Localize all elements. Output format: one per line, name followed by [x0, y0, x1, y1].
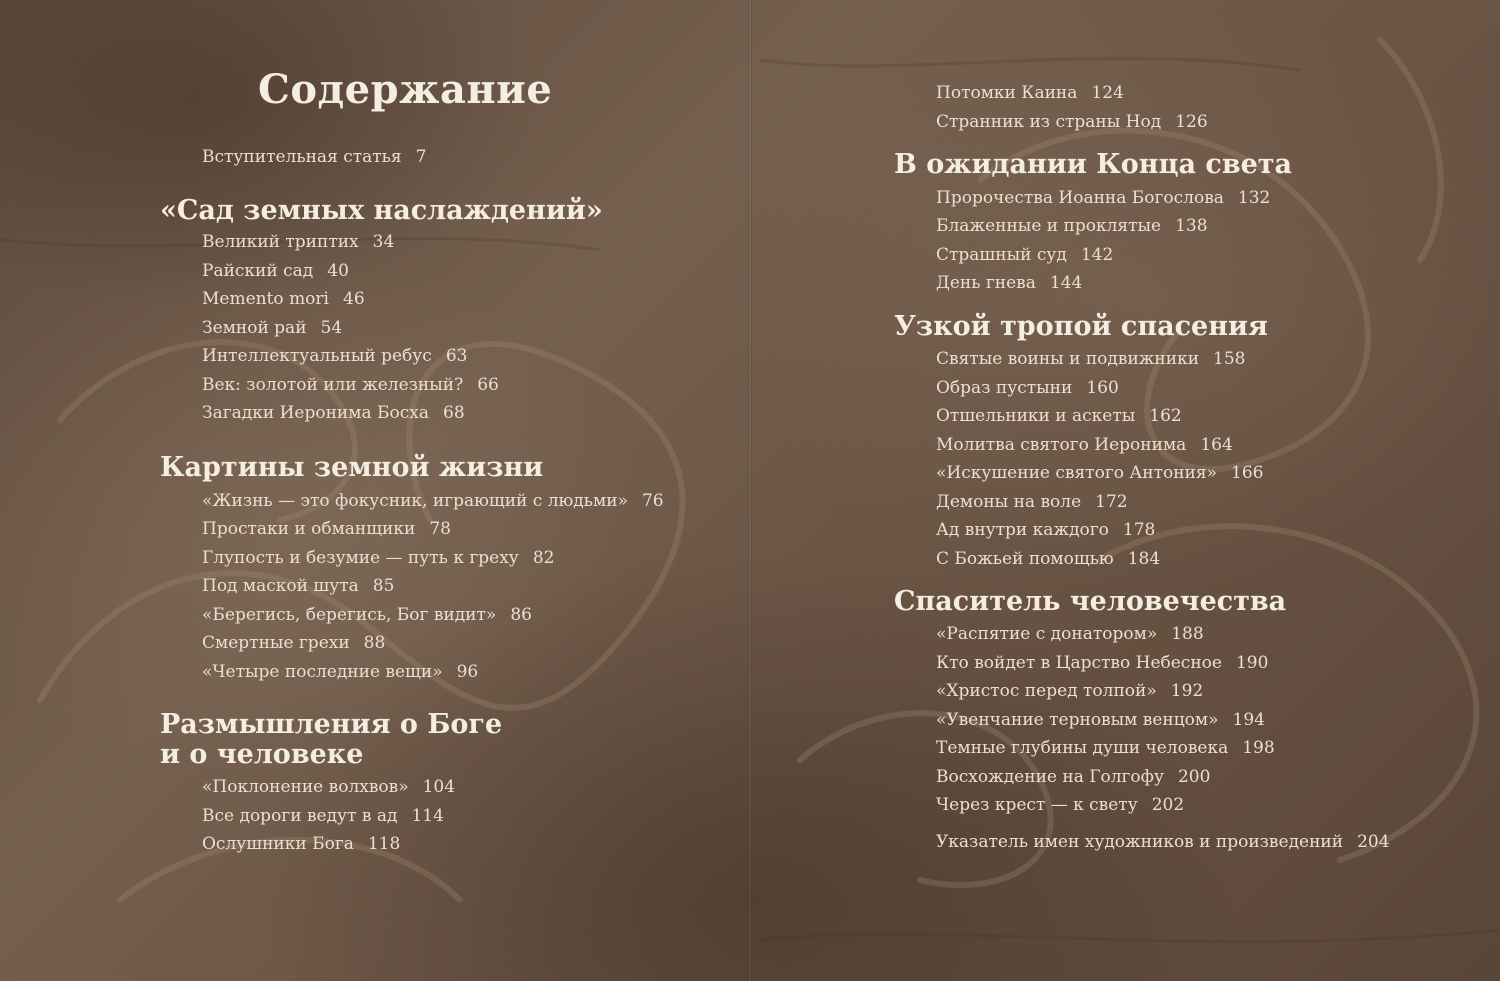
entry-page: 85 [372, 576, 395, 596]
entry-page: 166 [1231, 463, 1264, 483]
entry-label: Странник из страны Нод [936, 112, 1162, 132]
entry-page: 138 [1175, 216, 1208, 236]
page-fold [748, 0, 752, 981]
entry-label: «Распятие с донатором» [936, 624, 1158, 644]
entry-page: 204 [1357, 832, 1390, 852]
entry-page: 144 [1049, 273, 1083, 293]
entry-page: 78 [429, 519, 451, 539]
entry-page: 124 [1091, 83, 1124, 103]
toc-entry[interactable] [936, 681, 1203, 701]
entry-page: 142 [1080, 245, 1114, 265]
toc-entry[interactable] [936, 349, 1245, 369]
toc-entry[interactable] [202, 834, 400, 854]
toc-entry[interactable] [202, 491, 664, 511]
entry-page: 68 [443, 403, 465, 423]
toc-entry[interactable] [202, 777, 455, 797]
toc-entry-index[interactable] [936, 832, 1390, 852]
entry-page: 160 [1086, 378, 1119, 398]
toc-entry[interactable] [202, 605, 532, 625]
entry-label: Вступительная статья [202, 147, 402, 167]
toc-entry[interactable] [936, 710, 1265, 730]
entry-page: 202 [1151, 795, 1185, 815]
section-title: Картины земной жизни [160, 452, 544, 483]
entry-label: День гнева [936, 273, 1036, 293]
entry-label: Через крест — к свету [936, 795, 1138, 815]
entry-label: «Берегись, берегись, Бог видит» [202, 605, 497, 625]
toc-entry[interactable] [202, 548, 554, 568]
entry-page: 96 [456, 662, 479, 682]
section-title: «Сад земных наслаждений» [160, 195, 603, 226]
toc-entry[interactable] [202, 261, 349, 281]
entry-page: 192 [1170, 681, 1204, 701]
entry-label: Восхождение на Голгофу [936, 767, 1164, 787]
toc-entry[interactable] [202, 403, 465, 423]
entry-label: «Христос перед толпой» [936, 681, 1157, 701]
toc-entry[interactable] [936, 795, 1184, 815]
section-title: Узкой тропой спасения [894, 311, 1268, 342]
entry-label: Ослушники Бога [202, 834, 354, 854]
toc-entry[interactable] [202, 232, 394, 252]
entry-page: 7 [415, 147, 427, 167]
toc-entry[interactable] [936, 112, 1208, 132]
toc-entry[interactable] [202, 806, 444, 826]
entry-label: С Божьей помощью [936, 549, 1114, 569]
entry-page: 188 [1171, 624, 1204, 644]
entry-label: Простаки и обманщики [202, 519, 416, 539]
section-title: Размышления о Боге [160, 709, 503, 740]
entry-label: Образ пустыни [936, 378, 1073, 398]
entry-page: 132 [1237, 188, 1271, 208]
entry-label: Век: золотой или железный? [202, 375, 464, 395]
section-title-line2: и о человеке [160, 739, 364, 770]
toc-entry[interactable] [202, 576, 394, 596]
toc-entry[interactable] [936, 273, 1082, 293]
entry-label: Райский сад [202, 261, 314, 281]
entry-page: 82 [532, 548, 555, 568]
entry-label: Кто войдет в Царство Небесное [936, 653, 1222, 673]
toc-entry[interactable] [936, 549, 1160, 569]
toc-entry[interactable] [936, 188, 1270, 208]
entry-label: Великий триптих [202, 232, 359, 252]
entry-page: 162 [1149, 406, 1182, 426]
entry-label: Все дороги ведут в ад [202, 806, 398, 826]
entry-page: 172 [1095, 492, 1128, 512]
toc-entry[interactable] [936, 378, 1119, 398]
entry-label: Загадки Иеронима Босха [202, 403, 429, 423]
entry-page: 104 [422, 777, 456, 797]
entry-label: Memento mori [202, 289, 329, 309]
entry-page: 54 [320, 318, 343, 338]
entry-label: Земной рай [202, 318, 307, 338]
entry-page: 190 [1235, 653, 1269, 673]
entry-label: Отшельники и аскеты [936, 406, 1136, 426]
section-title: Спаситель человечества [894, 586, 1287, 617]
toc-entry[interactable] [936, 767, 1210, 787]
toc-entry[interactable] [936, 245, 1113, 265]
toc-entry[interactable] [936, 83, 1124, 103]
entry-label: Блаженные и проклятые [936, 216, 1162, 236]
toc-entry[interactable] [936, 463, 1263, 483]
toc-entry[interactable] [936, 492, 1128, 512]
entry-label: «Увенчание терновым венцом» [936, 710, 1219, 730]
entry-label: Страшный суд [936, 245, 1067, 265]
entry-page: 66 [477, 375, 499, 395]
toc-entry[interactable] [202, 519, 451, 539]
entry-page: 178 [1122, 520, 1156, 540]
entry-label: Под маской шута [202, 576, 359, 596]
entry-label: Потомки Каина [936, 83, 1078, 103]
entry-page: 40 [327, 261, 349, 281]
page-title: Содержание [258, 66, 553, 113]
entry-page: 34 [372, 232, 395, 252]
entry-page: 200 [1177, 767, 1211, 787]
toc-entry[interactable] [202, 375, 499, 395]
entry-label: Указатель имен художников и произведений [936, 832, 1344, 852]
entry-label: Ад внутри каждого [936, 520, 1109, 540]
entry-label: «Четыре последние вещи» [202, 662, 443, 682]
entry-label: Смертные грехи [202, 633, 350, 653]
entry-page: 46 [343, 289, 365, 309]
entry-page: 194 [1232, 710, 1265, 730]
toc-entry-intro[interactable] [202, 147, 426, 167]
toc-entry[interactable] [936, 738, 1275, 758]
entry-page: 76 [641, 491, 664, 511]
entry-page: 88 [363, 633, 386, 653]
toc-entry[interactable] [202, 346, 467, 366]
entry-page: 164 [1200, 435, 1233, 455]
toc-entry[interactable] [936, 520, 1155, 540]
entry-page: 126 [1175, 112, 1208, 132]
entry-label: «Поклонение волхвов» [202, 777, 409, 797]
entry-page: 158 [1213, 349, 1246, 369]
entry-label: Демоны на воле [936, 492, 1082, 512]
entry-page: 63 [445, 346, 468, 366]
toc-entry[interactable] [936, 216, 1208, 236]
entry-label: Глупость и безумие — путь к греху [202, 548, 519, 568]
toc-entry[interactable] [936, 653, 1268, 673]
entry-label: Интеллектуальный ребус [202, 346, 432, 366]
entry-page: 86 [510, 605, 532, 625]
entry-label: Святые воины и подвижники [936, 349, 1200, 369]
entry-page: 184 [1127, 549, 1161, 569]
entry-label: «Искушение святого Антония» [936, 463, 1217, 483]
entry-label: Пророчества Иоанна Богослова [936, 188, 1224, 208]
entry-page: 198 [1242, 738, 1275, 758]
entry-label: Молитва святого Иеронима [936, 435, 1187, 455]
toc-entry[interactable] [202, 289, 365, 309]
entry-label: «Жизнь — это фокусник, играющий с людьми» [202, 491, 628, 511]
entry-page: 118 [367, 834, 401, 854]
toc-entry[interactable] [202, 633, 385, 653]
toc-entry[interactable] [202, 318, 342, 338]
toc-entry[interactable] [936, 435, 1233, 455]
entry-page: 114 [411, 806, 444, 826]
toc-entry[interactable] [202, 662, 478, 682]
toc-entry[interactable] [936, 624, 1204, 644]
section-title: В ожидании Конца света [894, 149, 1292, 180]
toc-entry[interactable] [936, 406, 1182, 426]
entry-label: Темные глубины души человека [936, 738, 1229, 758]
